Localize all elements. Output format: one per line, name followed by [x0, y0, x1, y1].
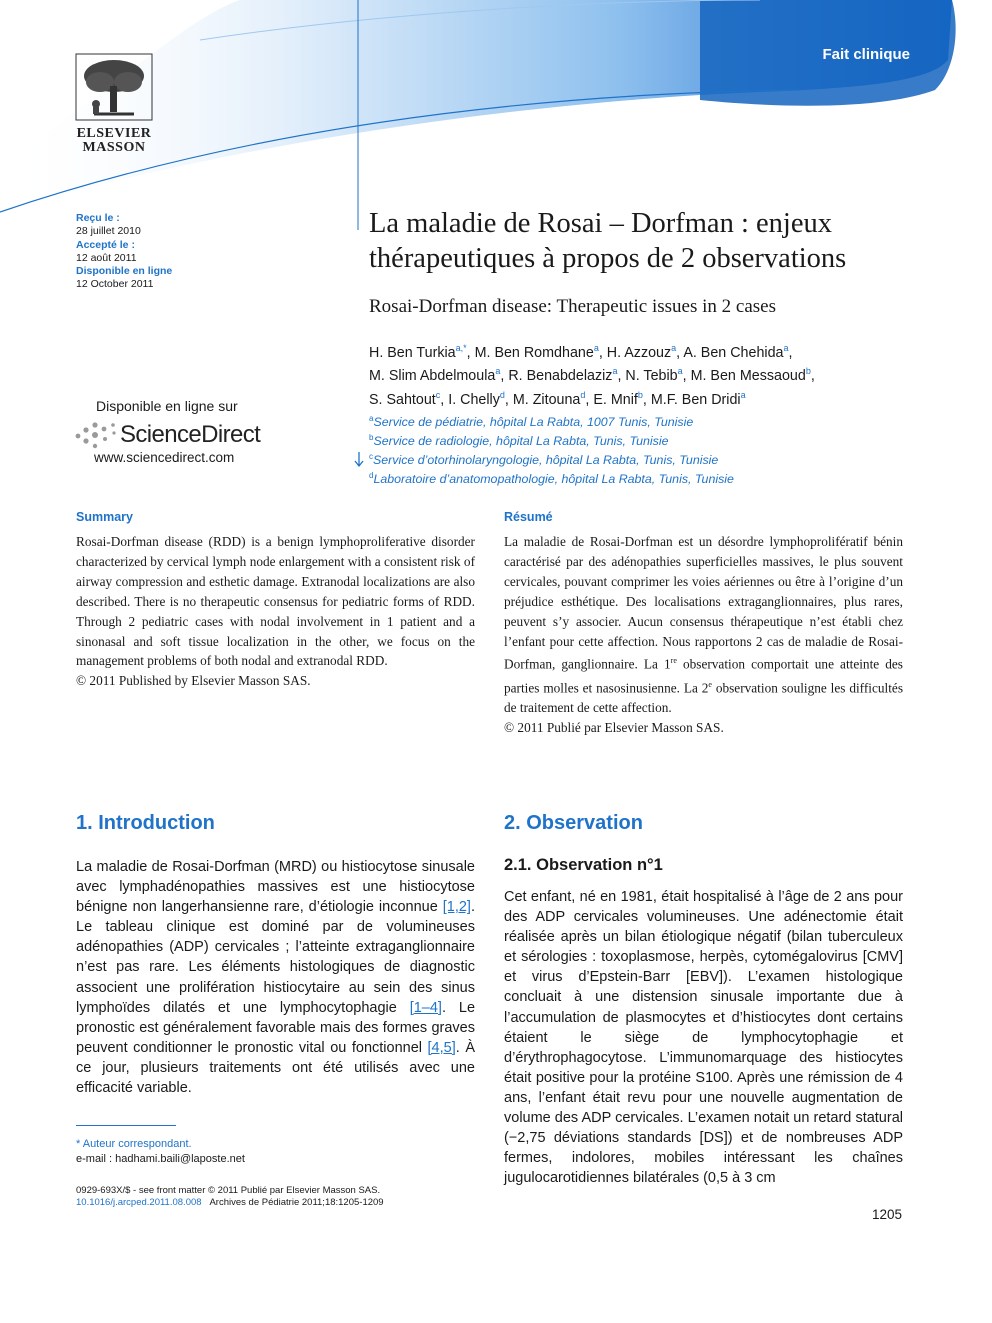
- author-list: H. Ben Turkia$^{a,*}$, M. Ben Romdhane$^a$, H. Azzouz$^a$, A. Ben Chehida$^a$, M. Slim Abdelmoula$^a$, R. Benabdelaziz$^a$, N. Tebib$^a$, M. Ben Messaoud$^b$, S. Sahtout$^c$, I. Chelly$^d$, M. Zitouna$^d$, E. Mnif$^b$, M.F. Ben Dridi$^a$: [369, 343, 815, 408]
- affiliation-item: $^d$Laboratoire d’anatomopathologie, hôpital La Rabta, Tunis, Tunisie: [369, 471, 734, 487]
- title-line-1: La maladie de Rosai – Dorfman : enjeux: [369, 208, 832, 239]
- resume-heading: Résumé: [504, 510, 553, 524]
- page-number: 1205: [871, 1207, 902, 1222]
- sd-available-label: Disponible en ligne sur: [96, 398, 238, 414]
- sd-name: ScienceDirect: [120, 421, 261, 448]
- author-name: S. Sahtout: [369, 391, 436, 408]
- article-subtitle: Rosai-Dorfman disease: Therapeutic issues in 2 cases: [369, 296, 776, 317]
- sd-url[interactable]: www.sciencedirect.com: [94, 450, 235, 465]
- summary-heading: Summary: [76, 510, 133, 524]
- author-affiliation-marker[interactable]: a: [740, 389, 746, 400]
- author-affiliation-marker[interactable]: a: [612, 366, 618, 377]
- author-name: H. Azzouz: [606, 344, 672, 361]
- online-label: Disponible en ligne: [76, 265, 173, 278]
- affiliation-list: [369, 411, 909, 488]
- author-affiliation-marker[interactable]: a: [677, 366, 683, 377]
- email-link[interactable]: hadhami.baili@laposte.net: [115, 1153, 245, 1165]
- received-date: 28 juillet 2010: [76, 225, 141, 238]
- author-name: H. Ben Turkia: [369, 344, 456, 361]
- sciencedirect-dots-icon: [74, 420, 120, 450]
- author-name: M. Slim Abdelmoula: [369, 368, 496, 385]
- author-affiliation-marker[interactable]: a,*: [455, 343, 467, 353]
- introduction-text: La maladie de Rosai-Dorfman (MRD) ou histiocytose sinusale avec lymphadénopathies massives est une histiocytose bénigne non langerhansienne rare, d’étiologie inconnue [1,2]. Le tableau clinique est dominé par de volumineuses adénopathies (ADP) cervicales ; l’atteinte extraganglionnaire n’est pas rare. Les éléments histologiques de diagnostic associent une prolifération histiocytaire au sein des sinus lymphoïdes dilatés et une lymphocytophagie [1–4]. Le pronostic est généralement favorable mais des formes graves peuvent conditionner le pronostic vital ou fonctionnel [4,5]. À ce jour, plusieurs traitements ont été utilisés avec une efficacité variable.: [76, 859, 476, 1097]
- author-affiliation-marker[interactable]: c: [435, 389, 441, 400]
- author-name: M.F. Ben Dridi: [650, 391, 741, 408]
- observation-1-text: Cet enfant, né en 1981, était hospitalisé à l’âge de 2 ans pour des ADP cervicales volumineuses. Une adénectomie était réalisée après un bilan étiologique négatif (bilan tuberculeux et sérologies : toxoplasmose, herpès, cytomégalovirus [CMV] et virus d’Epstein-Barr [EBV]). L’examen histologique concluait à une distension sinusale importante due à l’accumulation de plasmocytes et d’histiocytes dont certains étaient le siège de lymphocytophagie et d’érythrophagocytose. L’immunomarquage des histiocytes était positive pour la protéine S100. Après une rémission de 4 ans, l’enfant était revu pour une nouvelle augmentation de volume des ADP cervicales. L’examen notait un retard statural (−2,75 déviations standards [DS]) et de nombreuses ADP fermes, indolores, mobiles intéressant les chaînes jugulocarotidiennes bilatérales (0,5 à 3 cm: [504, 889, 903, 1187]
- sciencedirect-block[interactable]: [74, 398, 274, 465]
- accepted-date: 12 août 2011: [76, 251, 137, 264]
- footnote-rule: [76, 1125, 176, 1126]
- bibliographic-info: [76, 1185, 384, 1209]
- author-affiliation-marker[interactable]: b: [637, 389, 643, 400]
- accepted-label: Accepté le :: [76, 238, 135, 251]
- author-affiliation-marker[interactable]: a: [495, 366, 501, 377]
- author-affiliation-marker[interactable]: b: [805, 366, 811, 377]
- publisher-logo: [74, 52, 154, 155]
- author-affiliation-marker[interactable]: d: [499, 389, 505, 400]
- author-name: R. Benabdelaziz: [508, 368, 613, 385]
- article-dates: [76, 212, 172, 292]
- author-affiliation-marker[interactable]: a: [671, 343, 677, 353]
- summary-body: Rosai-Dorfman disease (RDD) is a benign lymphoproliferative disorder characterized by cervical lymph node enlargement with a consistent risk of airway compression and esthetic damage. Extranodal localizations are also described. There is no therapeutic consensus for pediatric forms of RDD. Through 2 pediatric cases with nodal involvement in 1 patient and a sinonasal and soft tissue localization in the other, we focus on the management problems of both nodal and extranodal RDD.: [76, 534, 475, 669]
- author-name: N. Tebib: [625, 368, 678, 385]
- doi-link[interactable]: 10.1016/j.arcped.2011.08.008: [76, 1197, 202, 1208]
- citation-link[interactable]: [4,5]: [427, 1039, 456, 1056]
- author-name: E. Mnif: [593, 391, 638, 408]
- journal-ref: Archives de Pédiatrie 2011;18:1205-1209: [209, 1197, 384, 1208]
- author-name: A. Ben Chehida: [683, 344, 784, 361]
- title-line-2: thérapeutiques à propos de 2 observations: [369, 243, 847, 274]
- publisher-name-1: ELSEVIER: [76, 126, 152, 141]
- observation-1-heading: 2.1. Observation n°1: [504, 856, 663, 874]
- elsevier-tree-icon: [74, 52, 154, 122]
- resume-body: La maladie de Rosai-Dorfman est un désordre lymphoprolifératif bénin caractérisé par des adénopathies superficielles massives, le plus souvent cervicales, pouvant comprimer les voies aériennes ou être à l’origine d’un préjudice esthétique. Des localisations extraganglionnaires, plus rares, peuvent s’y associer. Aucun consensus thérapeutique n’est établi chez l’enfant pour cette affection. Nous rapportons 2 cas de maladie de Rosai-Dorfman, ganglionnaire. La 1re observation comportait une atteinte des parties molles et nasosinusienne. La 2e observation souligne les difficultés de traitement de cette affection.: [504, 534, 903, 716]
- summary-abstract: [76, 532, 475, 691]
- issn-line: 0929-693X/$ - see front matter © 2011 Publié par Elsevier Masson SAS.: [76, 1185, 381, 1196]
- author-name: M. Ben Romdhane: [474, 344, 594, 361]
- affiliation-item: $^b$Service de radiologie, hôpital La Rabta, Tunis, Tunisie: [369, 433, 669, 449]
- email-label: e-mail :: [76, 1153, 116, 1165]
- author-name: M. Ben Messaoud: [690, 368, 806, 385]
- author-name: M. Zitouna: [512, 391, 581, 408]
- article-title: [369, 206, 929, 276]
- publisher-name-2: MASSON: [82, 140, 146, 155]
- author-name: I. Chelly: [448, 391, 500, 408]
- observation-heading: 2. Observation: [504, 812, 643, 834]
- affiliation-item: $^c$Service d’otorhinolaryngologie, hôpital La Rabta, Tunis, Tunisie: [369, 452, 719, 468]
- received-label: Reçu le :: [76, 212, 120, 224]
- resume-abstract: [504, 532, 903, 738]
- arrow-down-icon: [353, 452, 365, 468]
- corresponding-author: * Auteur correspondant.: [76, 1138, 192, 1150]
- introduction-heading: 1. Introduction: [76, 812, 215, 834]
- citation-link[interactable]: [1–4]: [409, 999, 442, 1016]
- online-date: 12 October 2011: [76, 278, 154, 291]
- summary-copyright: © 2011 Published by Elsevier Masson SAS.: [76, 673, 311, 689]
- footnote: [76, 1137, 245, 1167]
- affiliation-item: $^a$Service de pédiatrie, hôpital La Rabta, 1007 Tunis, Tunisie: [369, 414, 694, 430]
- section-tag: Fait clinique: [822, 46, 910, 63]
- resume-copyright: © 2011 Publié par Elsevier Masson SAS.: [504, 720, 724, 735]
- citation-link[interactable]: [1,2]: [442, 899, 471, 916]
- author-affiliation-marker[interactable]: a: [783, 343, 789, 353]
- author-affiliation-marker[interactable]: d: [580, 389, 586, 400]
- author-affiliation-marker[interactable]: a: [593, 343, 599, 353]
